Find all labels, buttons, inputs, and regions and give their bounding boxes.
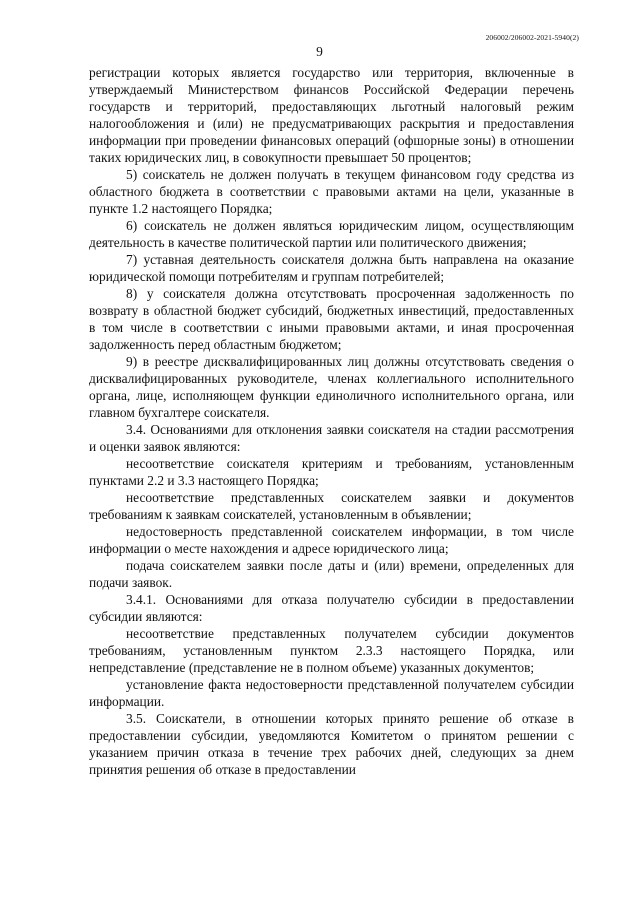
paragraph: 5) соискатель не должен получать в текущем финансовом году средства из областного бюджета в соответствии с правовыми актами на цели, указанные в пункте 1.2 настоящего Порядка; [89, 167, 574, 216]
paragraph: 3.4.1. Основаниями для отказа получателю субсидии в предоставлении субсидии являются: [89, 592, 574, 624]
paragraph: несоответствие представленных получателем субсидии документов требованиям, установленным пунктом 2.3.3 настоящего Порядка, или непредставление (представление не в полном объеме) указанных документов; [89, 626, 574, 675]
paragraph: несоответствие представленных соискателем заявки и документов требованиям к заявкам соискателей, установленным в объявлении; [89, 490, 574, 522]
paragraph: 8) у соискателя должна отсутствовать просроченная задолженность по возврату в областной бюджет субсидий, бюджетных инвестиций, предоставленных в том числе в соответствии с иными правовыми актами, и иная просроченная задолженность перед областным бюджетом; [89, 286, 574, 352]
paragraph: регистрации которых является государство или территория, включенные в утверждаемый Министерством финансов Российской Федерации перечень государств и территорий, предоставляющих льготный налоговый режим налогообложения и (или) не предусматривающих раскрытия и предоставления информации при проведении финансовых операций (офшорные зоны) в отношении таких юридических лиц, в совокупности превышает 50 процентов; [89, 65, 574, 165]
paragraph: установление факта недостоверности представленной получателем субсидии информации. [89, 677, 574, 709]
document-body [89, 64, 574, 778]
page-number: 9 [316, 44, 323, 59]
paragraph: несоответствие соискателя критериям и требованиям, установленным пунктами 2.2 и 3.3 настоящего Порядка; [89, 456, 574, 488]
paragraph: 7) уставная деятельность соискателя должна быть направлена на оказание юридической помощи потребителям и группам потребителей; [89, 252, 574, 284]
paragraph: 3.5. Соискатели, в отношении которых принято решение об отказе в предоставлении субсидии, уведомляются Комитетом о принятом решении с указанием причин отказа в течение трех рабочих дней, следующих за днем принятия решения об отказе в предоставлении [89, 711, 574, 777]
paragraph: 6) соискатель не должен являться юридическим лицом, осуществляющим деятельность в качестве политической партии или политического движения; [89, 218, 574, 250]
document-id: 206002/206002-2021-5940(2) [485, 33, 579, 42]
paragraph: 3.4. Основаниями для отклонения заявки соискателя на стадии рассмотрения и оценки заявок являются: [89, 422, 574, 454]
paragraph: 9) в реестре дисквалифицированных лиц должны отсутствовать сведения о дисквалифицированных руководителе, членах коллегиального исполнительного органа, лице, исполняющем функции единоличного исполнительного органа, или главном бухгалтере соискателя. [89, 354, 574, 420]
paragraph: подача соискателем заявки после даты и (или) времени, определенных для подачи заявок. [89, 558, 574, 590]
paragraph: недостоверность представленной соискателем информации, в том числе информации о месте нахождения и адресе юридического лица; [89, 524, 574, 556]
